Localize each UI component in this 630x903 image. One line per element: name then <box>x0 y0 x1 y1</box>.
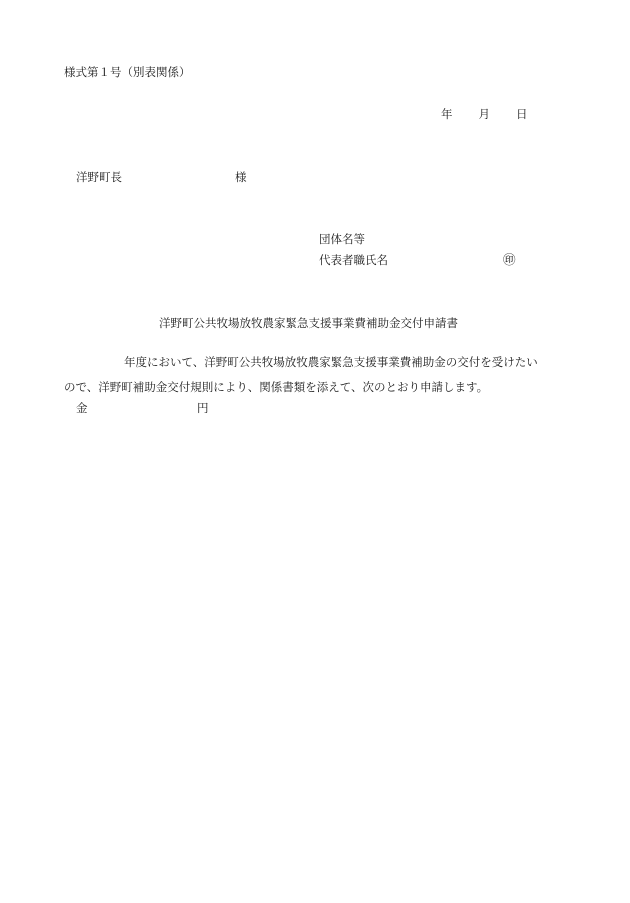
addressee-honorific: 様 <box>235 170 247 184</box>
day-label: 日 <box>516 107 528 121</box>
addressee <box>76 170 247 184</box>
body-text-line: ので、洋野町補助金交付規則により、関係書類を添えて、次のとおり申請します。 <box>64 380 489 394</box>
year-label: 年 <box>441 107 453 121</box>
amount-unit: 円 <box>197 401 209 415</box>
applicant-org-label: 団体名等 <box>319 232 365 246</box>
amount-label: 金 <box>76 401 88 415</box>
applicant-rep-label: 代表者職氏名 <box>319 253 388 267</box>
addressee-name: 洋野町長 <box>76 170 122 184</box>
date-line <box>441 109 528 121</box>
seal-mark: ㊞ <box>503 252 516 267</box>
form-number: 様式第１号（別表関係） <box>64 65 191 79</box>
document-title: 洋野町公共牧場放牧農家緊急支援事業費補助金交付申請書 <box>159 316 458 330</box>
body-text-line: 年度において、洋野町公共牧場放牧農家緊急支援事業費補助金の交付を受けたい <box>124 355 538 369</box>
month-label: 月 <box>478 107 490 121</box>
